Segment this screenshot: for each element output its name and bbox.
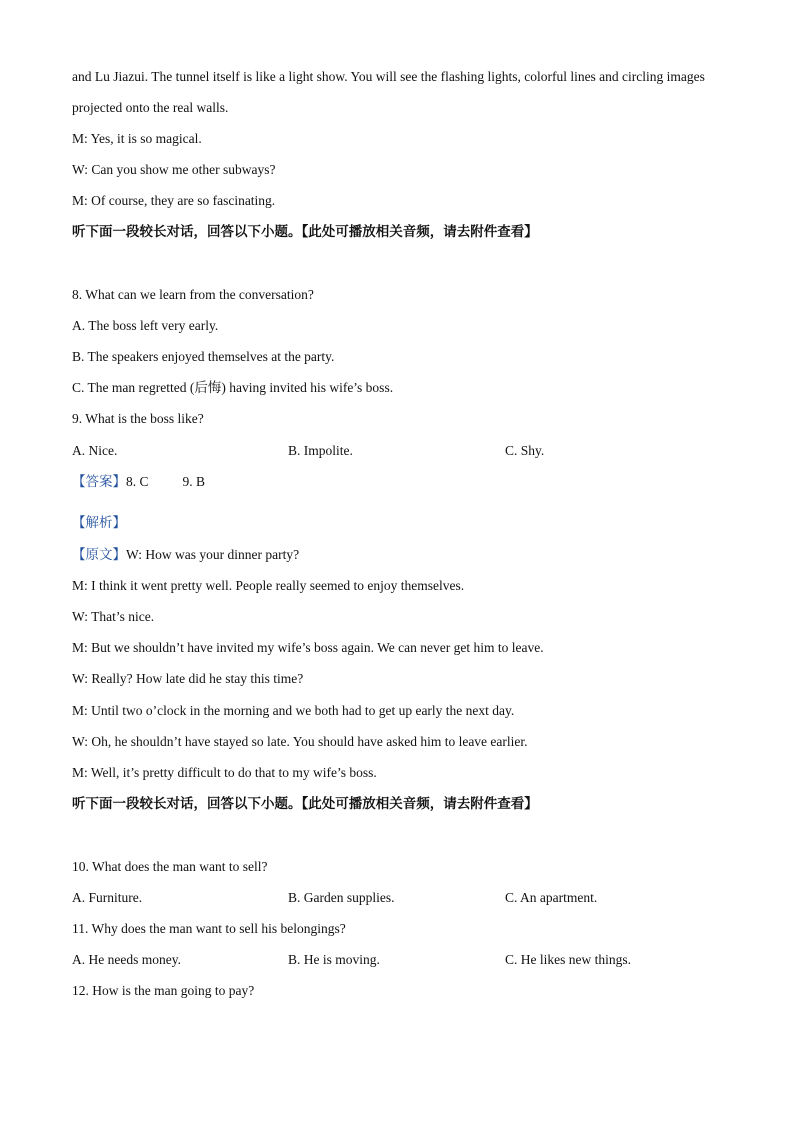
option-10c: C. An apartment. xyxy=(505,890,598,905)
listening-instruction: 听下面一段较长对话，回答以下小题。【此处可播放相关音频，请去附件查看】 xyxy=(72,224,538,240)
option-8a: A. The boss left very early. xyxy=(72,318,219,333)
option-9a: A. Nice. xyxy=(72,443,118,458)
answer-8: 8. C xyxy=(126,474,149,489)
transcript-line: W: That’s nice. xyxy=(72,609,155,624)
answer-label: 【答案】 xyxy=(72,474,126,490)
answer-9: 9. B xyxy=(182,474,206,489)
transcript-line: W: Really? How late did he stay this time? xyxy=(72,671,304,686)
dialogue-line: projected onto the real walls. xyxy=(72,100,229,115)
answer-row xyxy=(72,473,205,491)
option-11c: C. He likes new things. xyxy=(505,952,631,967)
transcript-line xyxy=(72,546,299,564)
transcript-line: M: I think it went pretty well. People really seemed to enjoy themselves. xyxy=(72,578,465,593)
option-11a: A. He needs money. xyxy=(72,952,181,967)
analysis-label: 【解析】 xyxy=(72,515,126,531)
option-9c: C. Shy. xyxy=(505,443,545,458)
question-8: 8. What can we learn from the conversation? xyxy=(72,287,314,302)
question-12: 12. How is the man going to pay? xyxy=(72,983,255,998)
option-8c: C. The man regretted (后悔) having invited his wife’s boss. xyxy=(72,380,394,395)
transcript-text: W: How was your dinner party? xyxy=(126,547,300,562)
option-11b: B. He is moving. xyxy=(288,952,380,967)
dialogue-line: W: Can you show me other subways? xyxy=(72,162,276,177)
dialogue-line: M: Yes, it is so magical. xyxy=(72,131,202,146)
option-10b: B. Garden supplies. xyxy=(288,890,395,905)
question-11: 11. Why does the man want to sell his belongings? xyxy=(72,921,346,936)
transcript-line: M: But we shouldn’t have invited my wife’s boss again. We can never get him to leave. xyxy=(72,640,544,655)
dialogue-line: and Lu Jiazui. The tunnel itself is like a light show. You will see the flashing lights, colorful lines and circling images xyxy=(72,69,705,84)
transcript-line: M: Until two o’clock in the morning and we both had to get up early the next day. xyxy=(72,703,515,718)
dialogue-line: M: Of course, they are so fascinating. xyxy=(72,193,276,208)
option-8b: B. The speakers enjoyed themselves at the party. xyxy=(72,349,335,364)
original-label: 【原文】 xyxy=(72,547,126,563)
question-10: 10. What does the man want to sell? xyxy=(72,859,268,874)
option-10a: A. Furniture. xyxy=(72,890,143,905)
option-9b: B. Impolite. xyxy=(288,443,353,458)
transcript-line: W: Oh, he shouldn’t have stayed so late. You should have asked him to leave earlier. xyxy=(72,734,528,749)
question-9: 9. What is the boss like? xyxy=(72,411,204,426)
listening-instruction: 听下面一段较长对话，回答以下小题。【此处可播放相关音频，请去附件查看】 xyxy=(72,796,538,812)
transcript-line: M: Well, it’s pretty difficult to do that to my wife’s boss. xyxy=(72,765,377,780)
